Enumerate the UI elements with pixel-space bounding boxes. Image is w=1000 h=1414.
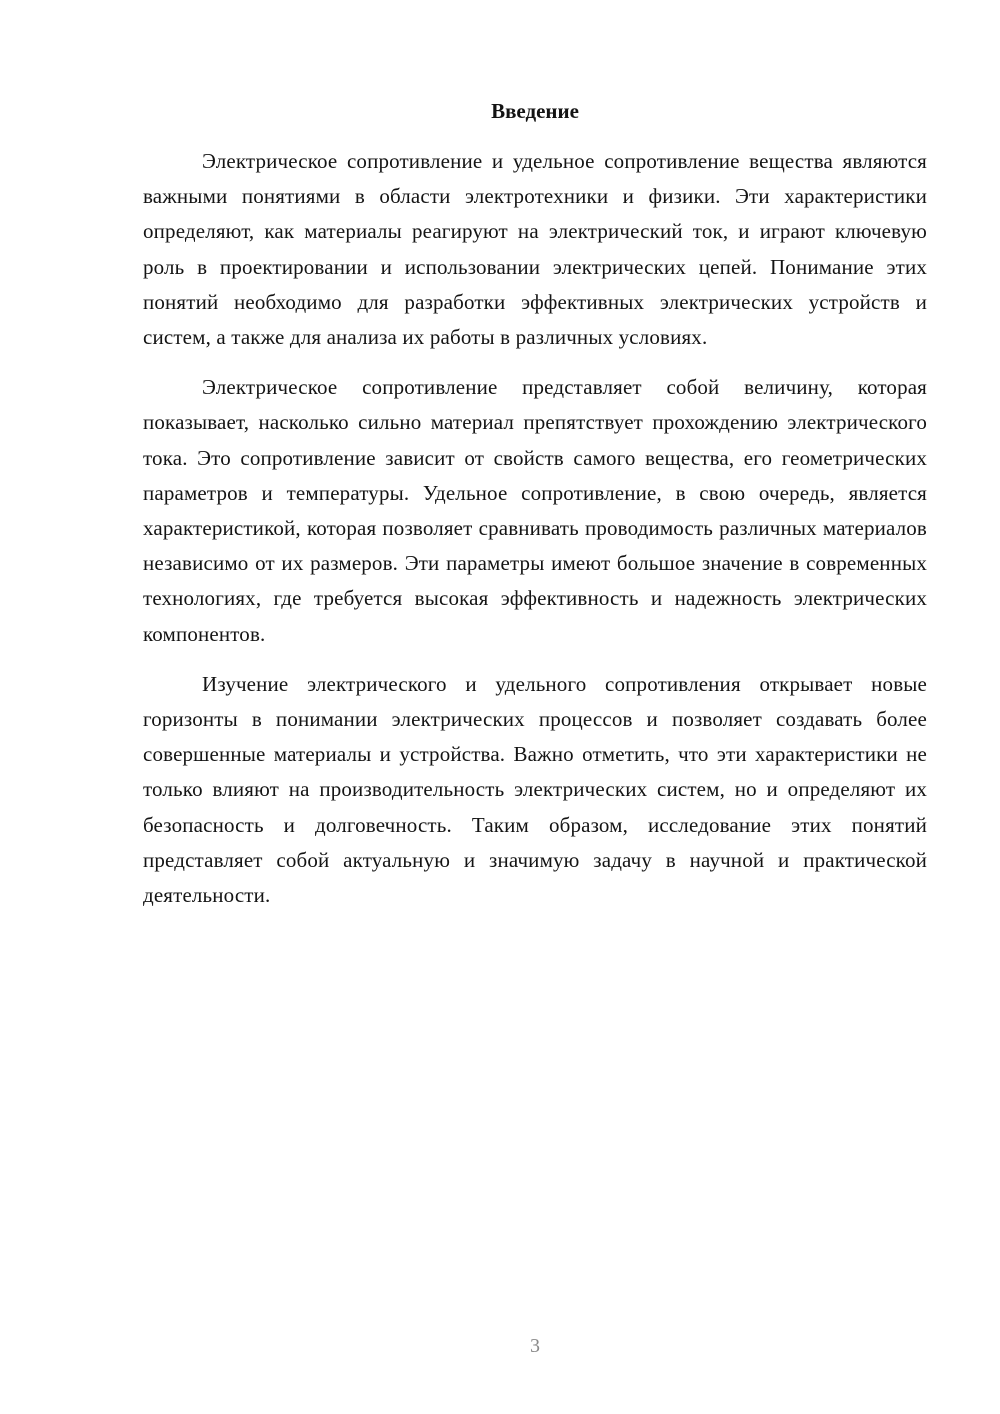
paragraph-3: Изучение электрического и удельного сопротивления открывает новые горизонты в понимании электрических процессов и позволяет создавать более совершенные материалы и устройства. Важно отметить, что эти характеристики не только влияют на производительность электрических систем, но и определяют их безопасность и долговечность. Таким образом, исследование этих понятий представляет собой актуальную и значимую задачу в научной и практической деятельности.	[143, 671, 927, 908]
page-number: 3	[530, 1335, 540, 1357]
page-content	[143, 96, 927, 913]
section-title: Введение	[491, 99, 579, 123]
paragraph-1: Электрическое сопротивление и удельное сопротивление вещества являются важными понятиями в области электротехники и физики. Эти характеристики определяют, как материалы реагируют на электрический ток, и играют ключевую роль в проектировании и использовании электрических цепей. Понимание этих понятий необходимо для разработки эффективных электрических устройств и систем, а также для анализа их работы в различных условиях.	[143, 149, 927, 350]
paragraph-2: Электрическое сопротивление представляет собой величину, которая показывает, насколько сильно материал препятствует прохождению электрического тока. Это сопротивление зависит от свойств самого вещества, его геометрических параметров и температуры. Удельное сопротивление, в свою очередь, является характеристикой, которая позволяет сравнивать проводимость различных материалов независимо от их размеров. Эти параметры имеют большое значение в современных технологиях, где требуется высокая эффективность и надежность электрических компонентов.	[143, 375, 927, 646]
